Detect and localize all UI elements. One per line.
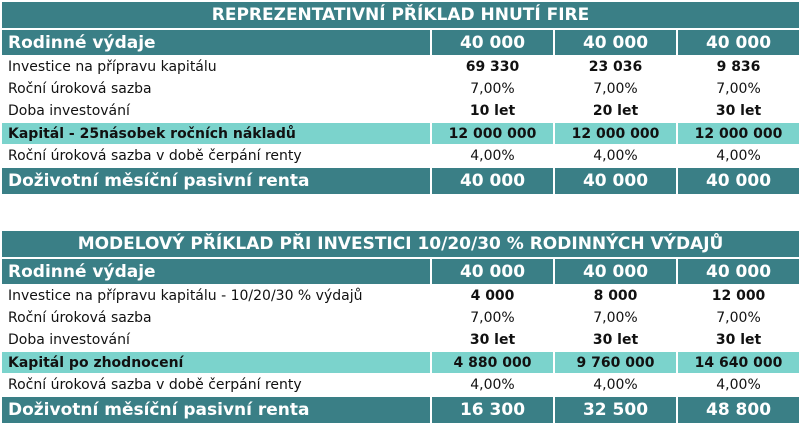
cell-value: 30 let — [677, 329, 800, 351]
cell-value: 32 500 — [554, 396, 677, 424]
row-label: Roční úroková sazba v době čerpání renty — [1, 145, 431, 167]
cell-value: 40 000 — [431, 29, 554, 56]
cell-value: 4,00% — [431, 374, 554, 396]
footer-row — [1, 396, 800, 424]
table-row — [1, 78, 800, 100]
row-label: Doživotní měsíční pasivní renta — [1, 396, 431, 424]
cell-value: 12 000 000 — [554, 122, 677, 145]
table-row — [1, 285, 800, 307]
cell-value: 9 760 000 — [554, 351, 677, 374]
cell-value: 40 000 — [677, 167, 800, 195]
cell-value: 8 000 — [554, 285, 677, 307]
cell-value: 7,00% — [554, 307, 677, 329]
row-label: Investice na přípravu kapitálu - 10/20/30 % výdajů — [1, 285, 431, 307]
cell-value: 7,00% — [677, 307, 800, 329]
row-label: Doba investování — [1, 329, 431, 351]
row-label: Investice na přípravu kapitálu — [1, 56, 431, 78]
cell-value: 40 000 — [431, 167, 554, 195]
table-row — [1, 329, 800, 351]
row-label: Kapitál - 25násobek ročních nákladů — [1, 122, 431, 145]
cell-value: 7,00% — [431, 78, 554, 100]
cell-value: 4,00% — [677, 145, 800, 167]
model-example-table — [0, 229, 800, 425]
row-label: Kapitál po zhodnocení — [1, 351, 431, 374]
header-row — [1, 29, 800, 56]
highlight-row — [1, 351, 800, 374]
header-row — [1, 258, 800, 285]
cell-value: 40 000 — [554, 29, 677, 56]
row-label: Rodinné výdaje — [1, 29, 431, 56]
cell-value: 14 640 000 — [677, 351, 800, 374]
table-row — [1, 145, 800, 167]
cell-value: 30 let — [431, 329, 554, 351]
row-label: Rodinné výdaje — [1, 258, 431, 285]
row-label: Roční úroková sazba v době čerpání renty — [1, 374, 431, 396]
cell-value: 12 000 000 — [431, 122, 554, 145]
cell-value: 40 000 — [554, 167, 677, 195]
cell-value: 30 let — [554, 329, 677, 351]
cell-value: 7,00% — [431, 307, 554, 329]
cell-value: 7,00% — [677, 78, 800, 100]
footer-row — [1, 167, 800, 195]
cell-value: 4,00% — [554, 145, 677, 167]
cell-value: 23 036 — [554, 56, 677, 78]
cell-value: 40 000 — [431, 258, 554, 285]
cell-value: 12 000 000 — [677, 122, 800, 145]
table-title-row — [1, 1, 800, 29]
cell-value: 10 let — [431, 100, 554, 122]
cell-value: 30 let — [677, 100, 800, 122]
fire-example-table — [0, 0, 800, 196]
cell-value: 48 800 — [677, 396, 800, 424]
cell-value: 4,00% — [677, 374, 800, 396]
cell-value: 40 000 — [554, 258, 677, 285]
table-title: MODELOVÝ PŘÍKLAD PŘI INVESTICI 10/20/30 % RODINNÝCH VÝDAJŮ — [1, 230, 800, 258]
cell-value: 69 330 — [431, 56, 554, 78]
table-row — [1, 56, 800, 78]
cell-value: 4,00% — [431, 145, 554, 167]
cell-value: 4 000 — [431, 285, 554, 307]
cell-value: 4,00% — [554, 374, 677, 396]
row-label: Roční úroková sazba — [1, 307, 431, 329]
cell-value: 4 880 000 — [431, 351, 554, 374]
table-row — [1, 307, 800, 329]
table-title: REPREZENTATIVNÍ PŘÍKLAD HNUTÍ FIRE — [1, 1, 800, 29]
cell-value: 12 000 — [677, 285, 800, 307]
cell-value: 9 836 — [677, 56, 800, 78]
cell-value: 20 let — [554, 100, 677, 122]
cell-value: 40 000 — [677, 29, 800, 56]
table-row — [1, 374, 800, 396]
table-row — [1, 100, 800, 122]
cell-value: 7,00% — [554, 78, 677, 100]
highlight-row — [1, 122, 800, 145]
row-label: Roční úroková sazba — [1, 78, 431, 100]
cell-value: 16 300 — [431, 396, 554, 424]
cell-value: 40 000 — [677, 258, 800, 285]
table-title-row — [1, 230, 800, 258]
row-label: Doba investování — [1, 100, 431, 122]
row-label: Doživotní měsíční pasivní renta — [1, 167, 431, 195]
